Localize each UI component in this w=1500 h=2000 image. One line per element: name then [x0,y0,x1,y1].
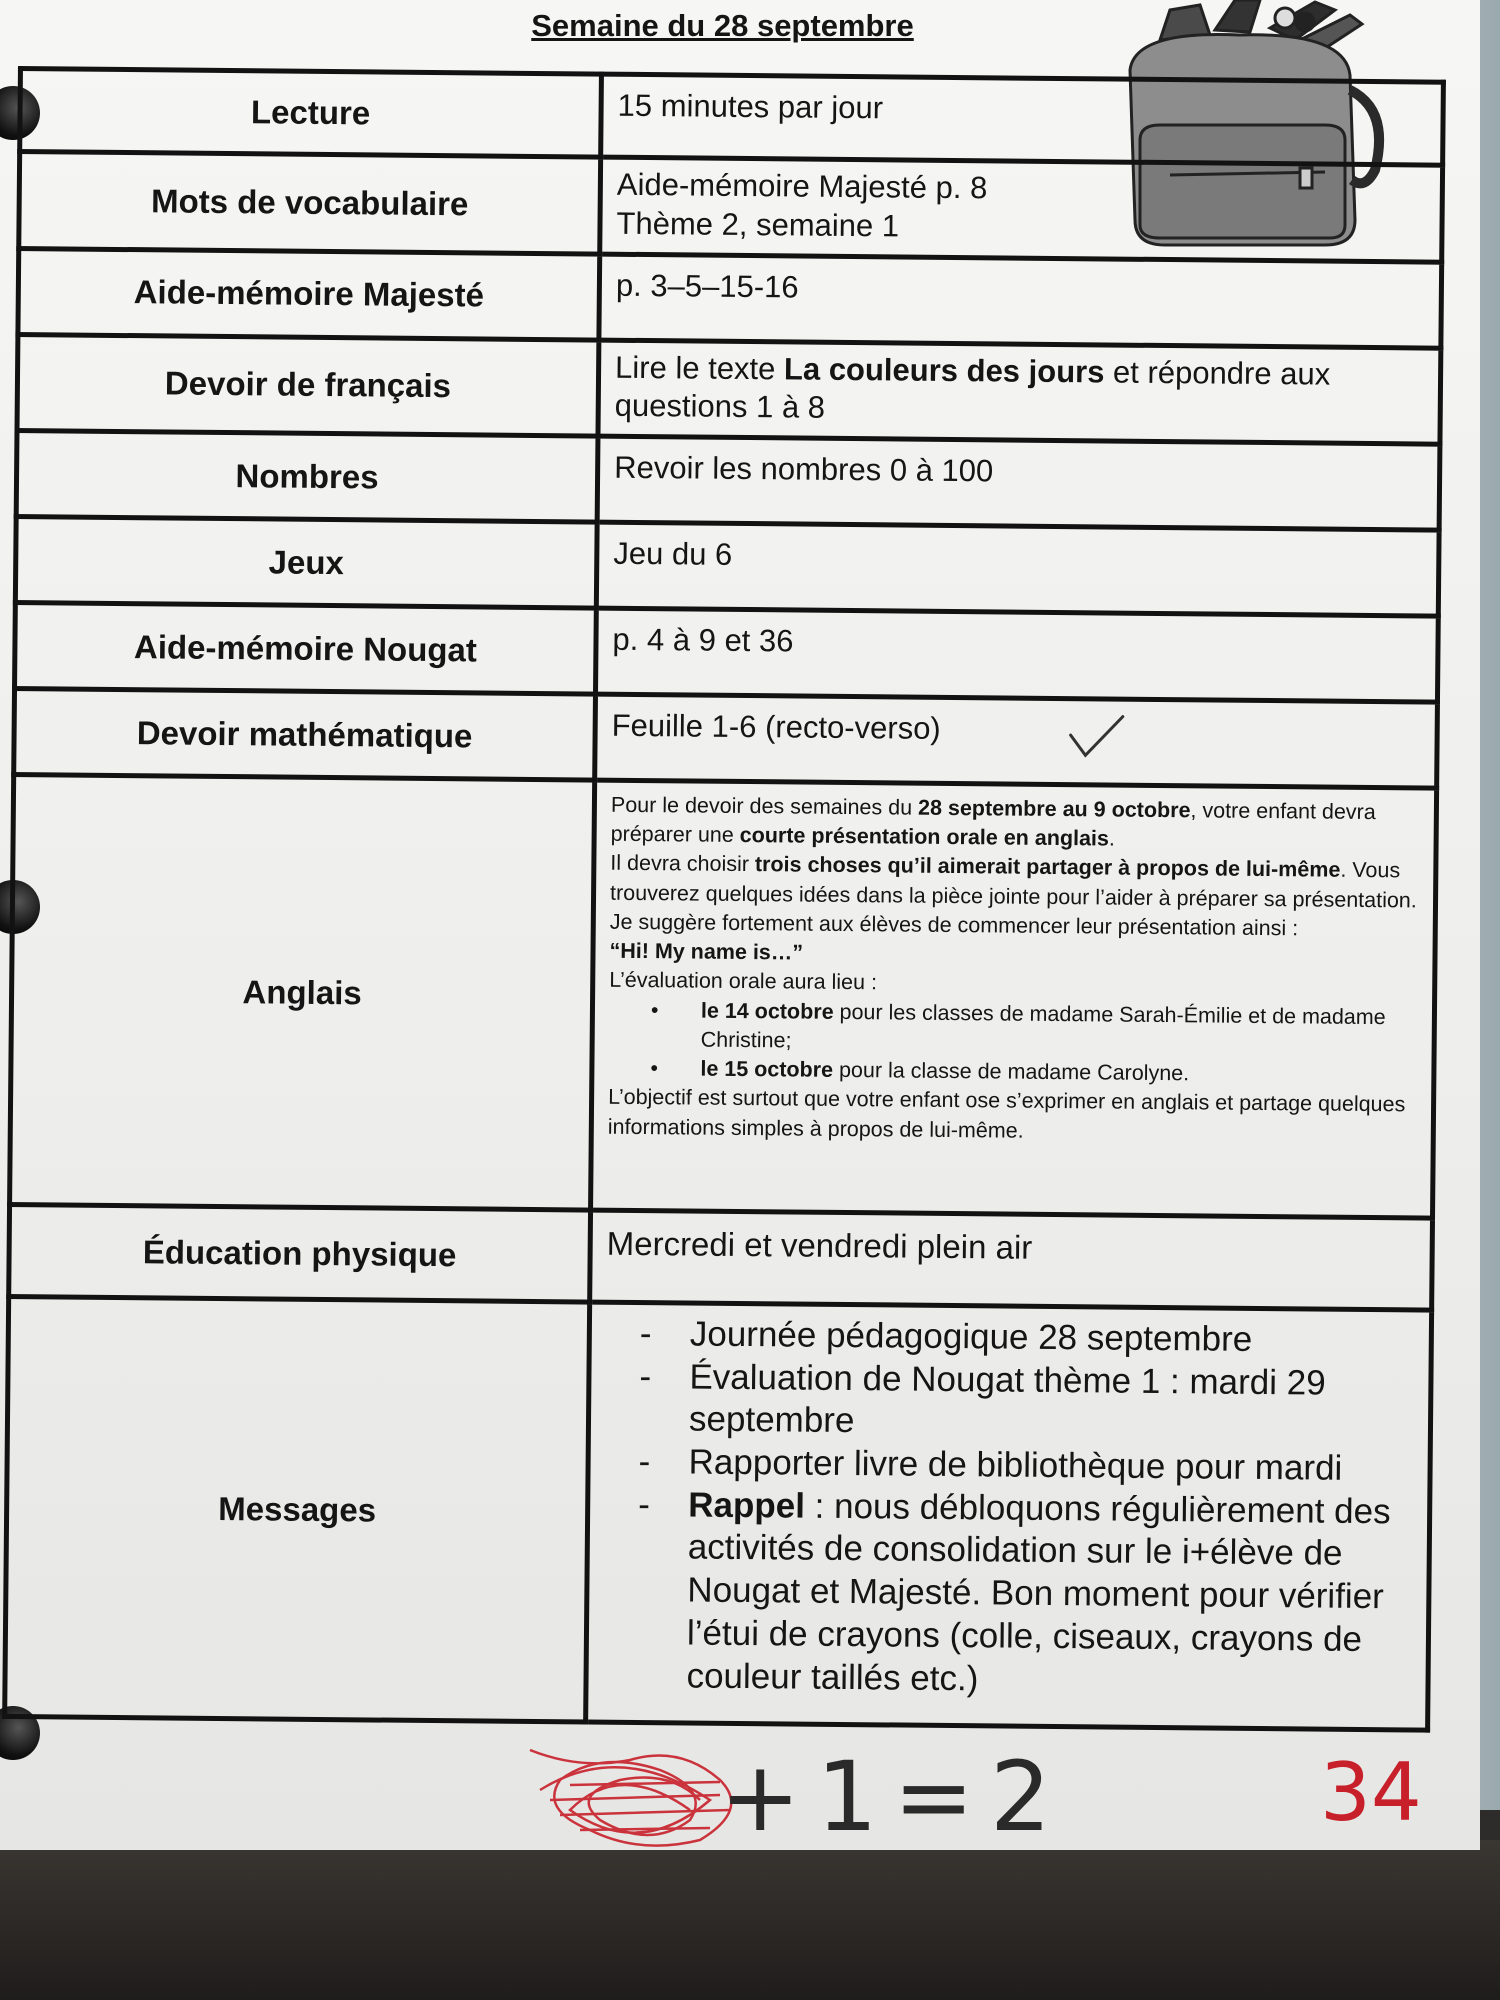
bullet-item [609,995,1419,1061]
message-item: - Journée pédagogique 28 septembre [632,1313,1415,1363]
content-text: . Vous trouverez quelques idées dans la pièce jointe pour l’aider à préparer sa présentation. [609,858,1417,913]
row-jeux [15,517,1439,617]
homework-table [2,66,1446,1733]
content-bold: 28 septembre au 9 octobre [917,795,1191,823]
paragraph [611,791,1421,857]
content-cell [591,780,1437,1218]
content-bold: le 15 octobre [700,1056,834,1082]
page-title: Semaine du 28 septembre [531,8,914,43]
content-cell: Revoir les nombres 0 à 100 [597,436,1440,530]
content-text: Pour le devoir des semaines du [610,792,919,820]
subject-cell: Nombres [16,431,598,523]
content-bold: Rappel [688,1485,806,1526]
subject-cell: Lecture [20,69,602,158]
content-cell: p. 4 à 9 et 36 [595,608,1438,702]
row-lecture [20,69,1444,166]
row-nombres [16,431,1440,531]
content-bold: trois choses qu’il aimerait partager à propos de lui-même [754,852,1341,883]
background-floor [0,1840,1500,2000]
subject-cell: Devoir mathématique [14,688,596,780]
content-text: , votre enfant devra préparer une [610,798,1376,848]
handwritten-number: 34 [1320,1746,1422,1839]
content-cell [600,157,1443,262]
content-line: Thème 2, semaine 1 [616,205,900,244]
content-text: pour la classe de madame Carolyne. [832,1057,1190,1086]
content-cell: 15 minutes par jour [601,74,1444,165]
content-cell [586,1302,1432,1730]
content-line: Aide-mémoire Majesté p. 8 [616,166,988,206]
content-text: Lire le texte [614,349,785,386]
checkmark-icon [1067,713,1125,760]
row-aide-memoire-majeste [18,248,1442,348]
paragraph: L’objectif est surtout que votre enfant ose s’exprimer en anglais et partage quelques informations simples à propos de lui-même. [607,1085,1406,1143]
message-item [628,1484,1413,1705]
content-cell: Jeu du 6 [596,522,1439,616]
content-text: pour les classes de madame Sarah-Émilie et de madame Christine; [700,999,1386,1053]
row-messages [5,1296,1432,1730]
content-text: . [1108,826,1116,851]
subject-cell: Mots de vocabulaire [19,152,601,254]
row-education-physique [9,1204,1433,1310]
row-aide-memoire-nougat [15,602,1439,702]
subject-cell: Devoir de français [17,334,599,436]
content-bold: le 14 octobre [700,998,834,1024]
paragraph: L’évaluation orale aura lieu : [609,968,878,995]
paragraph: Je suggère fortement aux élèves de commencer leur présentation ainsi : [609,909,1299,941]
content-bold: La couleurs des jours [783,350,1105,389]
paragraph-bold: “Hi! My name is…” [609,938,804,965]
message-item: - Rapporter livre de bibliothèque pour mardi [630,1441,1413,1491]
subject-cell: Jeux [15,517,597,609]
subject-cell: Éducation physique [9,1204,591,1302]
message-item: - Évaluation de Nougat thème 1 : mardi 29 septembre [631,1356,1415,1449]
content-text: Il devra choisir [610,851,756,877]
content-cell [598,340,1441,445]
row-anglais [10,774,1437,1218]
row-devoir-mathematique [14,688,1438,788]
content-cell: Mercredi et vendredi plein air [590,1210,1433,1310]
subject-cell: Messages [5,1296,590,1722]
row-vocabulaire [19,152,1443,262]
content-bold: courte présentation orale en anglais [739,823,1110,851]
subject-cell: Aide-mémoire Majesté [18,248,600,340]
handwriting [520,1740,1500,1850]
subject-cell: Anglais [10,774,595,1210]
red-scribble [530,1750,731,1846]
content-cell [595,694,1438,788]
content-text: et répondre aux questions 1 à 8 [614,353,1331,426]
content-text: : nous débloquons régulièrement des activités de consolidation sur le i+élève de Nougat et Majesté. Bon moment pour vérifier l’étui de crayons (colle, ciseaux, crayons de couleur taillés etc.) [686,1486,1391,1698]
content-text: Feuille 1-6 (recto-verso) [611,707,941,746]
paragraph [610,849,1420,915]
content-cell: p. 3–5–15-16 [599,254,1442,348]
handwritten-equation: +1=2 [720,1741,1068,1850]
subject-cell: Aide-mémoire Nougat [15,602,597,694]
row-devoir-francais [17,334,1441,444]
